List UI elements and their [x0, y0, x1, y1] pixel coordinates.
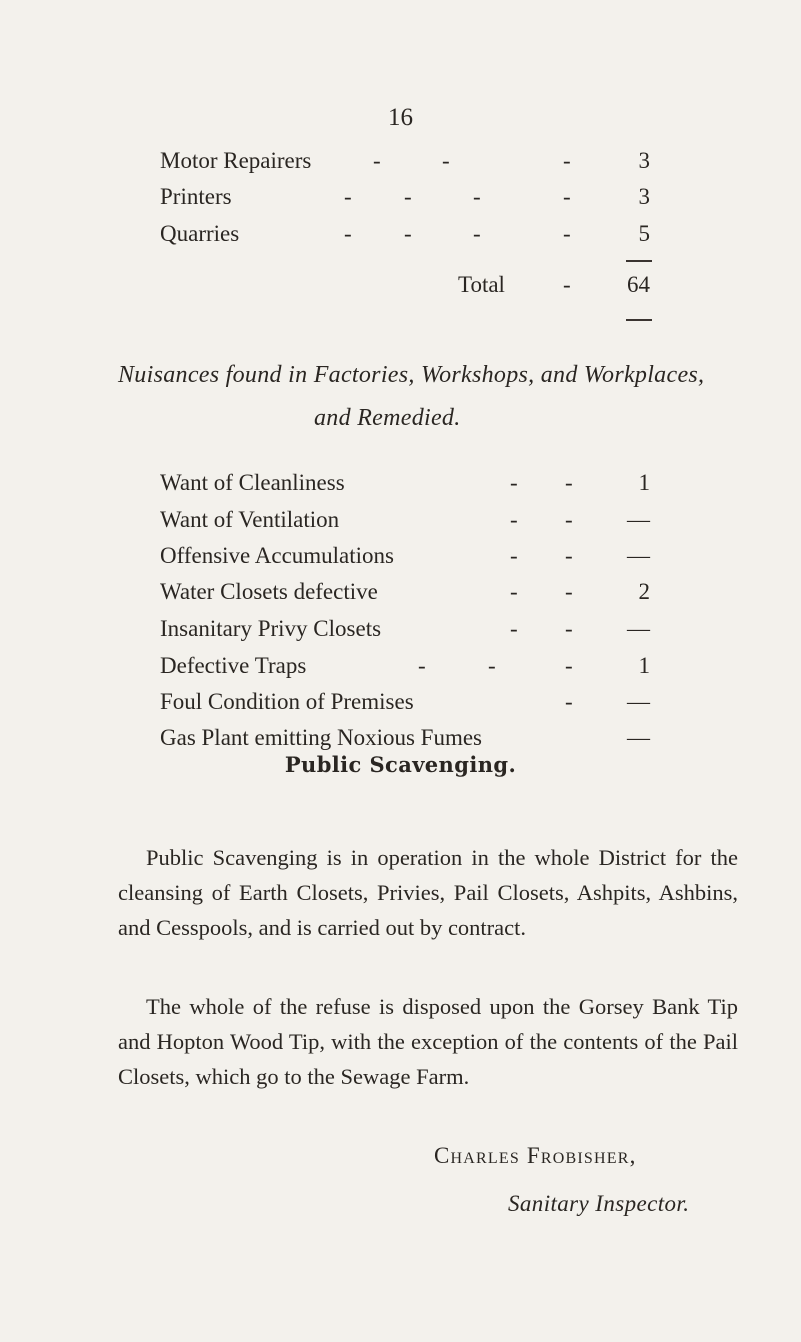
signature-title: Sanitary Inspector.	[508, 1191, 690, 1216]
table-row	[160, 575, 660, 609]
scavenging-paragraph-2: The whole of the refuse is disposed upon the Gorsey Bank Tip and Hopton Wood Tip, with the exception of the contents of the Pail Closets, which go to the Sewage Farm.	[118, 994, 738, 1089]
table-row	[160, 144, 660, 178]
row-label: Motor Repairers	[160, 148, 312, 173]
leader-dash: -	[563, 221, 571, 246]
row-value: 3	[638, 148, 650, 173]
row-value: 5	[638, 221, 650, 246]
row-label: Printers	[160, 184, 232, 209]
row-value: 3	[638, 184, 650, 209]
row-label: Water Closets defective	[160, 579, 378, 604]
table-row	[160, 649, 660, 683]
scavenging-heading: Public Scavenging.	[284, 752, 517, 777]
leader-dash: -	[473, 221, 481, 246]
leader-dash: -	[442, 148, 450, 173]
row-label: Insanitary Privy Closets	[160, 616, 382, 641]
table-row	[160, 612, 660, 646]
table-row	[160, 539, 660, 573]
row-label: Defective Traps	[160, 653, 307, 678]
leader-dash: -	[563, 148, 571, 173]
leader-dash: -	[510, 507, 518, 532]
row-value: —	[627, 543, 650, 568]
leader-dash: -	[565, 653, 573, 678]
total-value: 64	[627, 272, 650, 297]
leader-dash: -	[404, 221, 412, 246]
leader-dash: -	[563, 272, 571, 297]
leader-dash: -	[510, 470, 518, 495]
nuisances-heading-line1: Nuisances found in Factories, Workshops, and Workplaces,	[118, 362, 705, 388]
table-row	[160, 503, 660, 537]
leader-dash: -	[418, 653, 426, 678]
table-row	[160, 217, 660, 251]
row-value: —	[627, 725, 650, 750]
signature-name: Charles Frobisher,	[434, 1143, 637, 1168]
table-row	[160, 685, 660, 719]
leader-dash: -	[565, 616, 573, 641]
row-label: Gas Plant emitting Noxious Fumes	[160, 725, 482, 750]
row-label: Want of Ventilation	[160, 507, 340, 532]
leader-dash: -	[404, 184, 412, 209]
scavenging-paragraph-1: Public Scavenging is in operation in the whole District for the cleansing of Earth Closets, Privies, Pail Closets, Ashpits, Ashbins, and Cesspools, and is carried out by contract.	[118, 845, 738, 940]
table-row	[160, 721, 660, 755]
total-label: Total	[458, 272, 505, 297]
row-value: —	[627, 616, 650, 641]
leader-dash: -	[373, 148, 381, 173]
total-row	[160, 268, 660, 302]
sum-rule	[626, 319, 652, 321]
leader-dash: -	[510, 616, 518, 641]
row-value: —	[627, 689, 650, 714]
row-value: 1	[638, 653, 650, 678]
page-number: 16	[388, 104, 413, 131]
leader-dash: -	[488, 653, 496, 678]
row-label: Offensive Accumulations	[160, 543, 394, 568]
table-row	[160, 180, 660, 214]
leader-dash: -	[510, 543, 518, 568]
leader-dash: -	[344, 221, 352, 246]
row-value: 2	[638, 579, 650, 604]
leader-dash: -	[344, 184, 352, 209]
row-label: Quarries	[160, 221, 240, 246]
row-value: 1	[638, 470, 650, 495]
leader-dash: -	[510, 579, 518, 604]
leader-dash: -	[565, 507, 573, 532]
leader-dash: -	[563, 184, 571, 209]
leader-dash: -	[565, 543, 573, 568]
sum-rule	[626, 260, 652, 262]
table-row	[160, 466, 660, 500]
leader-dash: -	[565, 579, 573, 604]
row-value: —	[627, 507, 650, 532]
row-label: Foul Condition of Premises	[160, 689, 414, 714]
row-label: Want of Cleanliness	[160, 470, 345, 495]
nuisances-heading-line2: and Remedied.	[314, 405, 461, 431]
leader-dash: -	[565, 689, 573, 714]
leader-dash: -	[473, 184, 481, 209]
leader-dash: -	[565, 470, 573, 495]
